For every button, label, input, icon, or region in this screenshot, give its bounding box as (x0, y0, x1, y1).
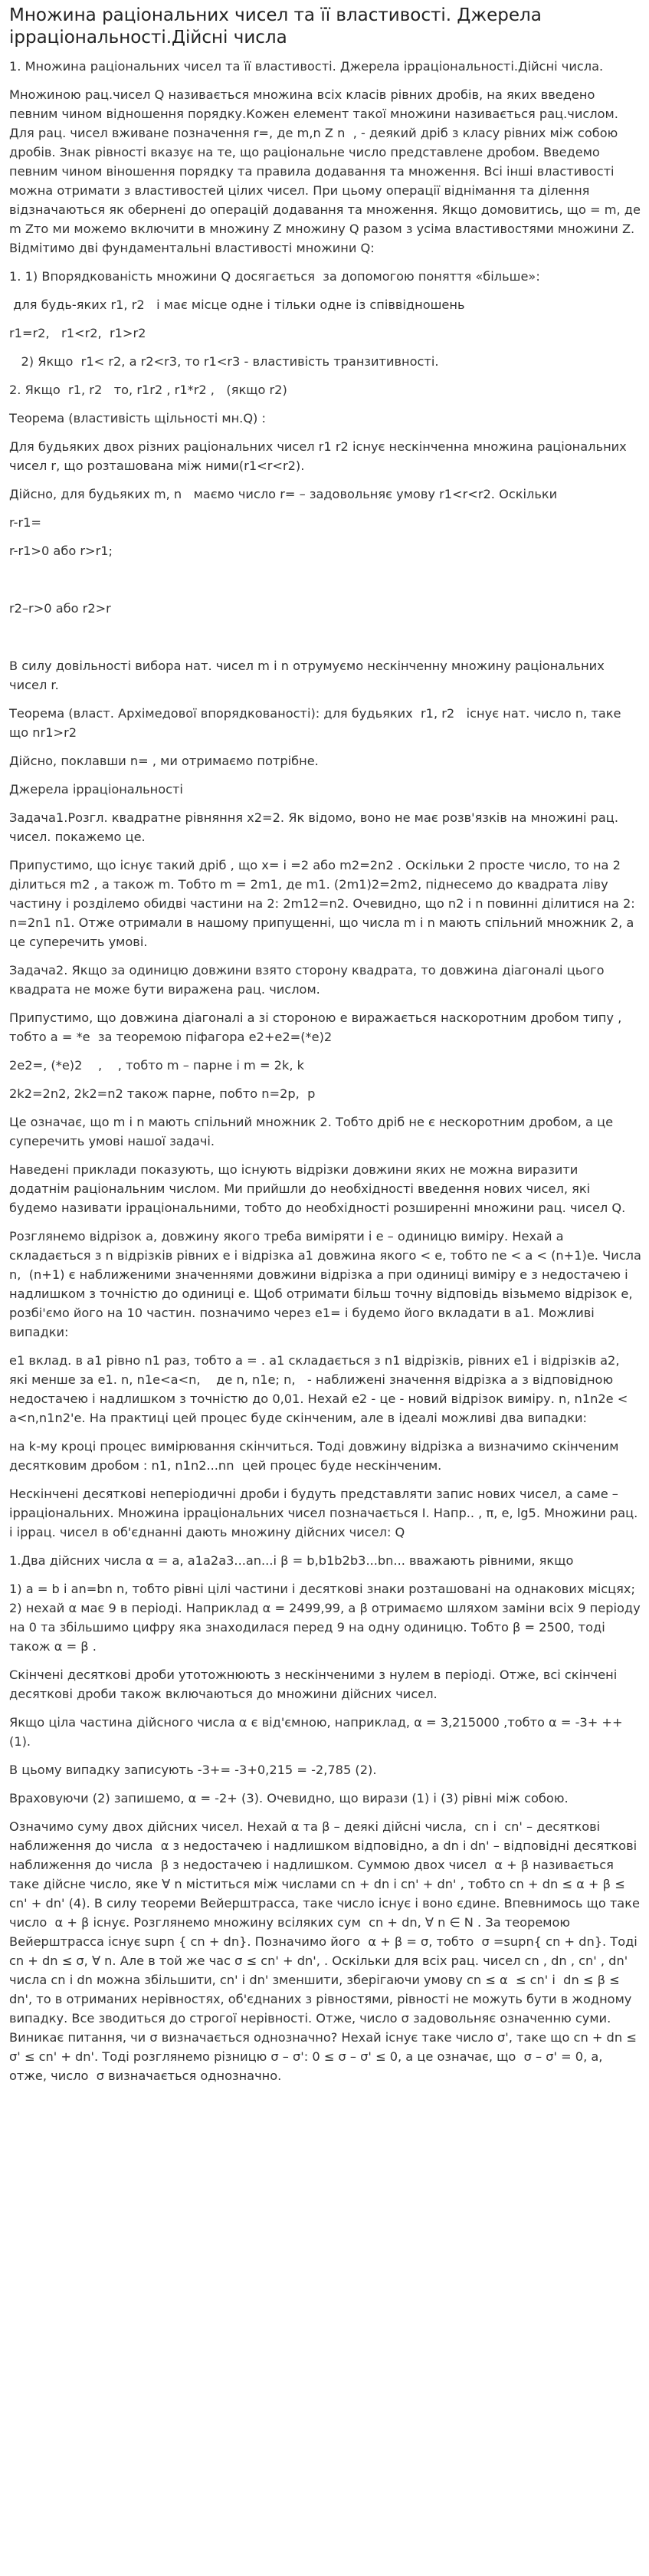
paragraph: для будь-яких r1, r2 і має місце одне і тільки одне із співвідношень (9, 297, 465, 312)
paragraph: 1. 1) Впорядкованість множини Q досягається за допомогою поняття «більше»: (9, 269, 540, 284)
paragraph: r2–r>0 або r2>r (9, 601, 111, 616)
paragraph: 1. Множина раціональних чисел та її властивості. Джерела ірраціональності.Дійсні числа. (9, 59, 604, 74)
blank-space (9, 570, 641, 599)
paragraph: 1.Два дійсних числа α = а, a1a2a3...an...і β = b,b1b2b3...bn... вважають рівними, якщо (9, 1553, 574, 1568)
paragraph: Це означає, що m і n мають спільний множник 2. Тобто дріб не є нескоротним дробом, а це суперечить умові нашої задачі. (9, 1115, 618, 1148)
page-title: Множина раціональних чисел та її властивості. Джерела ірраціональності.Дійсні числа (9, 5, 542, 48)
paragraph: 2. Якщо r1, r2 то, r1r2 , r1*r2 , (якщо r2) (9, 383, 287, 397)
paragraph: В цьому випадку записують -3+= -3+0,215 = -2,785 (2). (9, 1763, 377, 1777)
paragraph: Джерела ірраціональності (9, 782, 183, 797)
paragraph: 2е2=, (*е)2 , , тобто m – парне і m = 2k, k (9, 1058, 305, 1073)
paragraph: 1) a = b і an=bn n, тобто рівні цілі частини і десяткові знаки розташовані на однакових місцях; 2) нехай α має 9 в періоді. Наприклад α = 2499,99, а β отримаємо шляхом заміни всіх 9 періоду на 0 та збільшимо цифру яка знаходилася перед 9 на одну одиницю. Тобто β = 2500, тоді також α = β . (9, 1582, 644, 1654)
paragraph: Скінчені десяткові дроби утотожнюють з нескінченими з нулем в періоді. Отже, всі скінчені десяткові дроби також включаються до множини дійсних чисел. (9, 1668, 621, 1701)
paragraph: Множиною рац.чисел Q називається множина всіх класів рівних дробів, на яких введено певним чином відношення порядку.Кожен елемент такої множини називається рац.числом. Для рац. чисел вживане позначення r=, де m,n Z n , - деякий дріб з класу рівних між собою дробів. Знак рівності вказує на те, що раціональне число представлене дробом. Введемо певним чином віношення порядку та правила додавання та множення. Всі інші властивості можна отримати з властивостей цілих чисел. При цьому операції віднімання та ділення відзначаються як обернені до операцій додавання та множення. Якщо домовитись, що = m, де m Zто ми можемо включити в множину Z множину Q разом з усіма властивостями множини Z. Відмітимо дві фундаментальні властивості множини Q: (9, 87, 645, 255)
paragraph: Задача2. Якщо за одиницю довжини взято сторону квадрата, то довжина діагоналі цього квадрата не може бути виражена рац. числом. (9, 963, 608, 997)
paragraph: 2) Якщо r1< r2, а r2<r3, то r1<r3 - властивість транзитивності. (9, 354, 439, 369)
paragraph: Дійсно, поклавши n= , ми отримаємо потрібне. (9, 754, 319, 768)
paragraph: Враховуючи (2) запишемо, α = -2+ (3). Очевидно, що вирази (1) і (3) рівні між собою. (9, 1791, 569, 1806)
paragraph: Дійсно, для будьяких m, n маємо число r= – задовольняє умову r1<r<r2. Оскільки (9, 487, 558, 501)
paragraph: Нескінчені десяткові неперіодичні дроби і будуть представляти запис нових чисел, а саме – ірраціональних. Множина ірраціональних чисел позначається І. Напр.. , π, e, lg5. Множини рац. і іррац. чисел в об'єднанні дають множину дійсних чисел: Q (9, 1487, 642, 1539)
paragraph: Теорема (властивість щільності мн.Q) : (9, 411, 266, 426)
paragraph: 2k2=2n2, 2k2=n2 також парне, побто n=2p, p (9, 1086, 316, 1101)
paragraph: Припустимо, що існує такий дріб , що х= і =2 або m2=2n2 . Оскільки 2 просте число, то на 2 ділиться m2 , а також m. Тобто m = 2m1, де m1. (2m1)2=2m2, піднесемо до квадрата ліву частину і розділемо обидві частини на 2: 2m12=n2. Очевидно, що n2 і n повинні ділитися на 2: n=2n1 n1. Отже отримали в нашому припущенні, що числа m і n мають спільний множник 2, а це суперечить умові. (9, 858, 639, 949)
paragraph: r-r1>0 або r>r1; (9, 544, 113, 558)
paragraph: r1=r2, r1<r2, r1>r2 (9, 326, 146, 340)
paragraph: Для будьяких двох різних раціональних чисел r1 r2 існує нескінченна множина раціональних чисел r, що розташована між ними(r1<r<r2). (9, 439, 631, 473)
paragraph: В силу довільності вибора нат. чисел m і n отрумуємо нескінченну множину раціональних чисел r. (9, 659, 608, 692)
paragraph: Означимо суму двох дійсних чисел. Нехай α та β – деякі дійсні числа, cn і cn' – десяткові наближення до числа α з недостачею і надлишком відповідно, а dn і dn' – відповідні десяткові наближення до числа β з недостачею і надлишком. Суммою двох чисел α + β називається таке дійсне число, яке ∀ n міститься між числами cn + dn і cn' + dn' , тобто cn + dn ≤ α + β ≤ cn' + dn' (4). В силу теореми Вейерштрасса, таке число існує і воно єдине. Впевнимось що таке число α + β існує. Розглянемо множину всіляких сум cn + dn, ∀ n ∈ N . За теоремою Вейерштрасса існує supn { cn + dn}. Позначимо його α + β = σ, тобто σ =supn{ cn + dn}. Тоді cn + dn ≤ σ, ∀ n. Але в той же час σ ≤ cn' + dn', . Оскільки для всіх рац. чисел cn , dn , cn' , dn' числа cn і dn можна збільшити, cn' і dn' зменшити, зберігаючи умову cn ≤ α ≤ cn' і dn ≤ β ≤ dn', то в отриманих нерівностях, об'єднаних з рівностями, рівності не можуть бути в жодному випадку. Все зводиться до строгої нерівності. Отже, число σ задовольняє означенню суми. Виникає питання, чи σ визначається однозначно? Нехай існує таке число σ', таке що cn + dn ≤ σ' ≤ cn' + dn'. Тоді розглянемо різницю σ – σ': 0 ≤ σ – σ' ≤ 0, а це означає, що σ – σ' = 0, а, отже, число σ визначається однозначно. (9, 1819, 646, 2083)
blank-space (9, 627, 641, 656)
paragraph: Припустимо, що довжина діагоналі a зі стороною e виражається наскоротним дробом типу , тобто а = *e за теоремою піфагора е2+е2=(*e)2 (9, 1010, 626, 1044)
paragraph: Якщо ціла частина дійсного числа α є від'ємною, наприклад, α = 3,215000 ,тобто α = -3+ ++ (1). (9, 1715, 627, 1749)
paragraph: Теорема (власт. Архімедової впорядкованості): для будьяких r1, r2 існує нат. число n, таке що nr1>r2 (9, 706, 625, 740)
paragraph: Наведені приклади показують, що існують відрізки довжини яких не можна виразити додатнім раціональним числом. Ми прийшли до необхідності введення нових чисел, які будемо називати ірраціональними, тобто до необхідності розширенні множини рац. чисел Q. (9, 1162, 626, 1215)
paragraph: Розглянемо відрізок а, довжину якого треба виміряти і е – одиницю виміру. Нехай а складається з n відрізків рівних е і відрізка а1 довжина якого < e, тобто ne < a < (n+1)e. Числа n, (n+1) є наближеними значеннями довжини відрізка а при одиниці виміру е з недостачею і надлишком з точністю до одиниці е. Щоб отримати більш точну відповідь візьмемо відрізок е, розбі'ємо його на 10 частин. позначимо через е1= і будемо його вкладати в а1. Можливі випадки: (9, 1229, 646, 1339)
paragraph: е1 вклад. в а1 рівно n1 раз, тобто а = . а1 складається з n1 відрізків, рівних е1 і відрізків а2, які менше за е1. n, n1e<a<n, де n, n1e; n, - наближені значення відрізка а з відповідною недостачею і надлишком з точністю до 0,01. Нехай е2 - це - новий відрізок виміру. n, n1n2e < a<n,n1n2'e. На практиці цей процес буде скінченим, але в ідеалі можливі два випадки: (9, 1353, 632, 1425)
paragraph: r-r1= (9, 515, 41, 530)
paragraph: на k-му кроці процес вимірювання скінчиться. Тоді довжину відрізка а визначимо скінченим десятковим дробом : n1, n1n2...nn цей процес буде нескінченим. (9, 1439, 623, 1473)
paragraph: Задача1.Розгл. квадратне рівняння х2=2. Як відомо, воно не має розв'язків на множині рац. чисел. покажемо це. (9, 810, 623, 844)
